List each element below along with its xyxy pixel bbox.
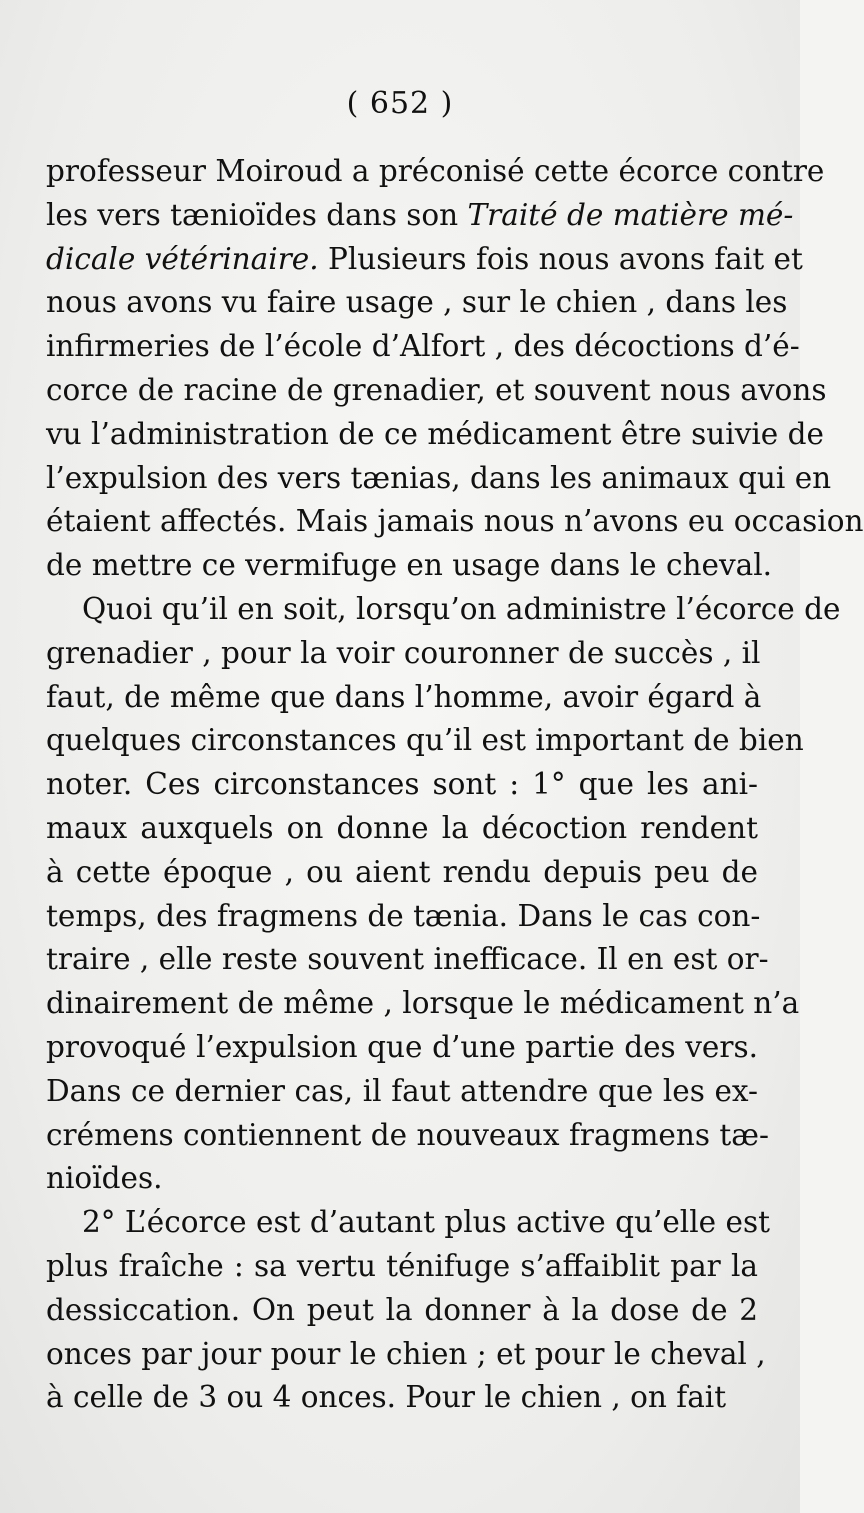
text-line: traire , elle reste souvent inefficace. Il en est or- — [46, 942, 769, 977]
text-line: corce de racine de grenadier, et souvent nous avons — [46, 372, 827, 407]
page-body — [46, 150, 864, 1420]
text-line: dinairement de même , lorsque le médicament n’a — [46, 986, 800, 1021]
text-line: temps, des fragmens de tænia. Dans le cas con- — [46, 898, 761, 933]
text-line: professeur Moiroud a préconisé cette écorce contre — [46, 154, 825, 188]
text-line: à cette époque , ou aient rendu depuis peu de — [46, 854, 758, 889]
text-line: quelques circonstances qu’il est important de bien — [46, 723, 804, 758]
text-line: les vers tænioïdes dans son Traité de matière mé- — [46, 197, 794, 232]
text-line: crémens contiennent de nouveaux fragmens tæ- — [46, 1117, 769, 1152]
text-line: vu l’administration de ce médicament être suivie de — [46, 416, 824, 451]
text-line: Quoi qu’il en soit, lorsqu’on administre l’écorce de — [82, 591, 841, 626]
text-line: nioïdes. — [46, 1161, 163, 1196]
text-line: provoqué l’expulsion que d’une partie des vers. — [46, 1029, 758, 1064]
text-line: nous avons vu faire usage , sur le chien , dans les — [46, 285, 788, 320]
text-line: infirmeries de l’école d’Alfort , des décoctions d’é- — [46, 329, 800, 364]
text-line: à celle de 3 ou 4 onces. Pour le chien , on fait — [46, 1380, 727, 1415]
text-line: l’expulsion des vers tænias, dans les animaux qui en — [46, 460, 832, 495]
text-line: 2° L’écorce est d’autant plus active qu’elle est — [82, 1205, 770, 1240]
text-line: dicale vétérinaire. Plusieurs fois nous avons fait et — [46, 241, 803, 276]
text-line: faut, de même que dans l’homme, avoir égard à — [46, 679, 762, 714]
text-line: dessiccation. On peut la donner à la dose de 2 — [46, 1292, 758, 1327]
page-number: ( 652 ) — [346, 86, 454, 121]
text-line: Dans ce dernier cas, il faut attendre que les ex- — [46, 1073, 758, 1108]
text-line: maux auxquels on donne la décoction rendent — [46, 810, 758, 845]
text-line: étaient affectés. Mais jamais nous n’avons eu occasion — [46, 504, 864, 539]
text-line: plus fraîche : sa vertu ténifuge s’affaiblit par la — [46, 1248, 758, 1283]
text-line: de mettre ce vermifuge en usage dans le cheval. — [46, 548, 773, 583]
text-line: onces par jour pour le chien ; et pour le cheval , — [46, 1336, 766, 1371]
text-line: grenadier , pour la voir couronner de succès , il — [46, 635, 761, 670]
text-line: noter. Ces circonstances sont : 1° que les ani- — [46, 767, 758, 802]
